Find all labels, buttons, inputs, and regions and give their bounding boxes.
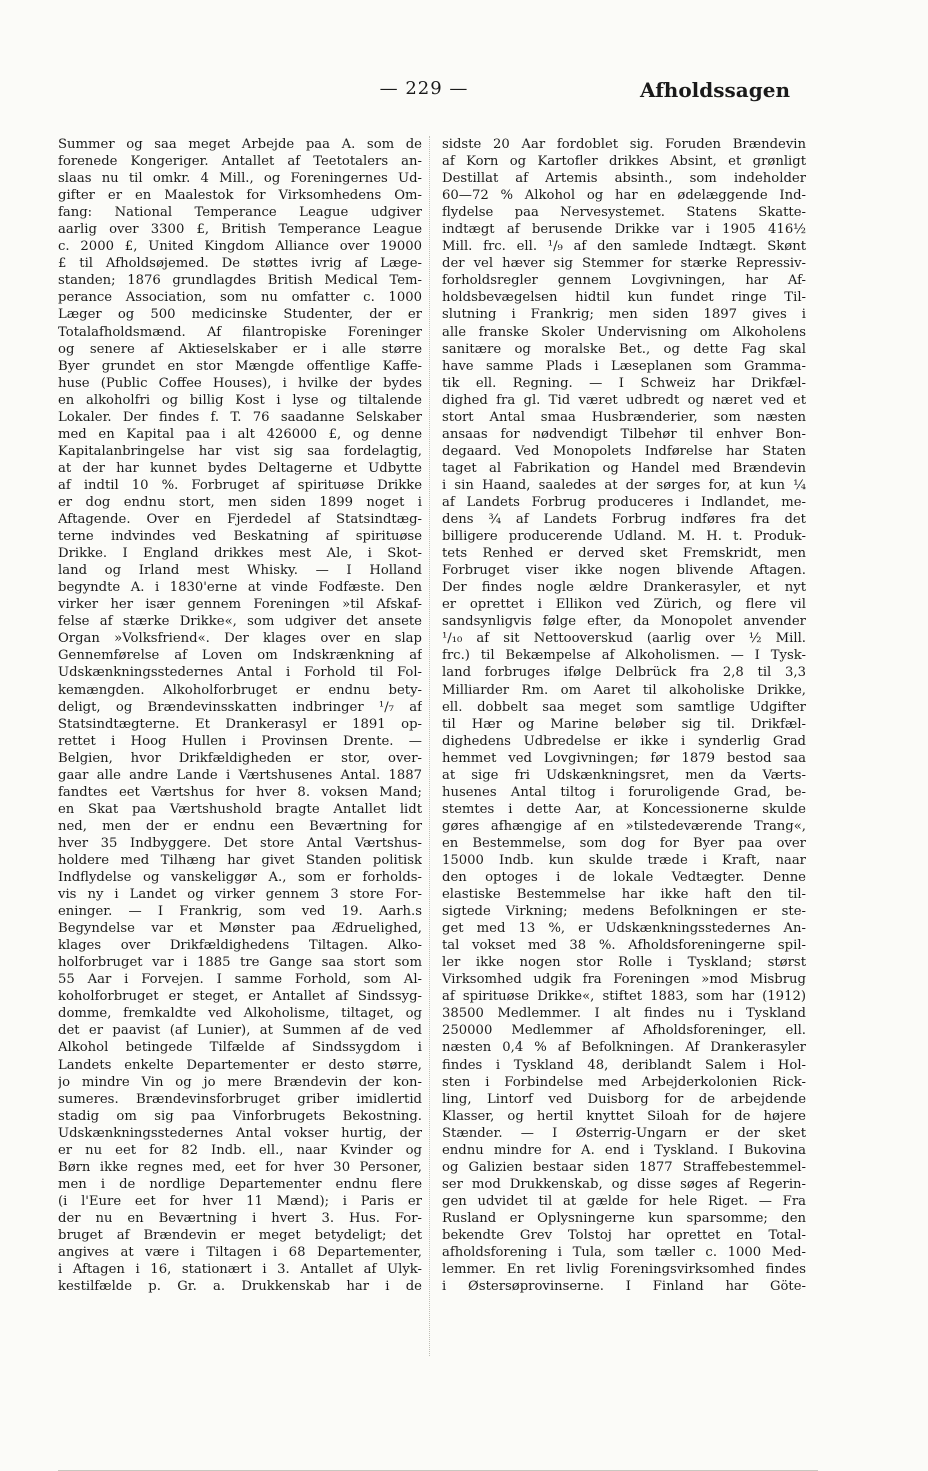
- text-line: begyndte A. i 1830'erne at vinde Fodfæste. Den: [58, 580, 422, 596]
- text-line: Der findes nogle ældre Drankerasyler, et nyt: [442, 580, 806, 596]
- text-line: af Landets Forbrug produceres i Indlandet, me-: [442, 494, 806, 510]
- text-line: get med 13 %, er Udskænkningsstedernes An-: [442, 921, 806, 937]
- text-line: terne indvindes ved Beskatning af spirituøse: [58, 529, 422, 545]
- text-line: ansaas for nødvendigt Tilbehør til enhver Bon-: [442, 426, 806, 442]
- text-line: ser mod Drukkenskab, og disse søges af Regerin-: [442, 1176, 806, 1192]
- text-line: Stænder. — I Østerrig-Ungarn er der sket: [442, 1125, 806, 1141]
- text-line: koholforbruget er steget, er Antallet af Sindssyg-: [58, 989, 422, 1005]
- text-line: Udskænkningsstedernes Antal i Forhold til Fol-: [58, 665, 422, 681]
- text-line: Milliarder Rm. om Aaret til alkoholiske Drikke,: [442, 682, 806, 698]
- text-line: i Aftagen i 16, stationært i 3. Antallet af Ulyk-: [58, 1262, 422, 1278]
- text-line: sidste 20 Aar fordoblet sig. Foruden Brændevin: [442, 137, 806, 152]
- text-line: ler ikke nogen stor Rolle i Tyskland; størst: [442, 955, 806, 971]
- text-line: vis ny i Landet og virker gennem 3 store For-: [58, 887, 422, 903]
- text-line: Organ »Volksfriend«. Der klages over en slap: [58, 631, 422, 647]
- text-line: Aftagende. Over en Fjerdedel af Statsindtæg-: [58, 512, 422, 528]
- text-line: £ til Afholdsøjemed. De støttes ivrig af Læge-: [58, 256, 422, 272]
- text-line: gifter er en Maalestok for Virksomhedens Om-: [58, 188, 422, 204]
- text-line: Destillat af Artemis absinth., som indeholder: [442, 171, 806, 187]
- text-line: ling, Lintorf ved Duisborg for de arbejdende: [442, 1091, 806, 1107]
- text-line: standen; 1876 grundlagdes British Medical Tem-: [58, 273, 422, 289]
- text-line: og Galizien bestaar siden 1877 Straffebestemmel-: [442, 1159, 806, 1175]
- text-line: tal vokset med 38 %. Afholdsforeningerne spil-: [442, 938, 806, 954]
- text-line: c. 2000 £, United Kingdom Alliance over 19000: [58, 239, 422, 255]
- text-line: sumeres. Brændevinsforbruget griber imidlertid: [58, 1091, 422, 1107]
- text-line: ell. dobbelt saa meget som samtlige Udgifter: [442, 699, 806, 715]
- page-number: — 229 —: [379, 78, 469, 99]
- text-line: stort Antal smaa Husbrænderier, som næsten: [442, 409, 806, 425]
- text-line: der vel hæver sig Stemmer for stærke Repressiv-: [442, 256, 806, 272]
- text-line: slaas nu til omkr. 4 Mill., og Foreningernes Ud-: [58, 171, 422, 187]
- text-line: med en Kapital paa i alt 426000 £, og denne: [58, 426, 422, 442]
- page-header: [54, 78, 794, 108]
- text-line: lemmer. En ret livlig Foreningsvirksomhed findes: [442, 1262, 806, 1278]
- text-line: hemmet ved Lovgivningen; før 1879 bestod saa: [442, 750, 806, 766]
- text-line: frc.) til Bekæmpelse af Alkoholismen. — I Tysk-: [442, 648, 806, 664]
- text-line: jo mindre Vin og jo mere Brændevin der kon-: [58, 1074, 422, 1090]
- text-line: husenes Antal tiltog i foruroligende Grad, be-: [442, 784, 806, 800]
- text-line: den optoges i de lokale Vedtægter. Denne: [442, 870, 806, 886]
- text-line: bekendte Grev Tolstoj har oprettet en Total-: [442, 1228, 806, 1243]
- text-line: Forbruget viser ikke nogen blivende Aftagen.: [442, 563, 806, 579]
- text-line: er dog endnu stort, men siden 1899 noget i: [58, 494, 422, 510]
- text-line: kemængden. Alkoholforbruget er endnu bety-: [58, 682, 422, 698]
- text-line: Rusland er Oplysningerne kun sparsomme; den: [442, 1210, 806, 1226]
- text-line: en Bestemmelse, som dog for Byer paa over: [442, 835, 806, 851]
- text-line: stemtes i dette Aar, at Koncessionerne skulde: [442, 801, 806, 817]
- text-line: ¹/₁₀ af sit Nettooverskud (aarlig over ½ Mill.: [442, 631, 806, 647]
- text-line: er nu eet for 82 Indb. ell., naar Kvinder og: [58, 1142, 422, 1158]
- text-line: holforbruget var i 1885 tre Gange saa stort som: [58, 955, 422, 971]
- text-line: slutning i Frankrig; men siden 1897 gives i: [442, 307, 806, 323]
- text-line: tets Renhed er derved sket Fremskridt, men: [442, 546, 806, 562]
- text-line: en alkoholfri og billig Kost i lyse og tiltalende: [58, 392, 422, 408]
- text-line: afholdsforening i Tula, som tæller c. 1000 Med-: [442, 1245, 806, 1261]
- text-line: Drikke. I England drikkes mest Ale, i Skot-: [58, 546, 422, 562]
- text-line: af spirituøse Drikke«, stiftet 1883, som har (1912): [442, 989, 806, 1005]
- text-line: at der har kunnet bydes Deltagerne et Udbytte: [58, 460, 422, 476]
- text-line: Virksomhed udgik fra Foreningen »mod Misbrug: [442, 972, 806, 988]
- text-line: flydelse paa Nervesystemet. Statens Skatte-: [442, 205, 806, 221]
- text-line: have samme Plads i Læseplanen som Gramma-: [442, 358, 806, 374]
- text-line: holdsbevægelsen hidtil kun fundet ringe Til-: [442, 290, 806, 306]
- text-line: sigtede Virkning; medens Befolkningen er ste-: [442, 904, 806, 920]
- text-line: fang: National Temperance League udgiver: [58, 205, 422, 221]
- left-column: [58, 136, 422, 1295]
- text-line: og senere af Aktieselskaber er i alle større: [58, 341, 422, 357]
- text-line: (i l'Eure eet for hver 11 Mænd); i Paris er: [58, 1193, 422, 1209]
- text-line: sten i Forbindelse med Arbejderkolonien Rick-: [442, 1074, 806, 1090]
- text-line: aarlig over 3300 £, British Temperance League: [58, 222, 422, 238]
- text-line: Landets enkelte Departementer er desto større,: [58, 1057, 422, 1073]
- text-line: af Korn og Kartofler drikkes Absint, et grønligt: [442, 154, 806, 170]
- text-line: der nu en Beværtning i hvert 3. Hus. For-: [58, 1210, 422, 1226]
- text-line: Totalafholdsmænd. Af filantropiske Foreninger: [58, 324, 422, 340]
- text-line: Kapitalanbringelse har vist sig saa fordelagtig,: [58, 443, 422, 459]
- text-line: næsten 0,4 % af Befolkningen. Af Drankerasyler: [442, 1040, 806, 1056]
- text-line: endnu mindre for A. end i Tyskland. I Bukovina: [442, 1142, 806, 1158]
- text-line: Alkohol betingede Tilfælde af Sindssygdom i: [58, 1040, 422, 1056]
- text-line: det er paavist (af Lunier), at Summen af de ved: [58, 1023, 422, 1039]
- text-line: perance Association, som nu omfatter c. 1000: [58, 290, 422, 306]
- text-line: er oprettet i Ellikon ved Zürich, og flere vil: [442, 597, 806, 613]
- text-line: sanitære og moralske Bet., og dette Fag skal: [442, 341, 806, 357]
- text-line: men i de nordlige Departementer endnu flere: [58, 1176, 422, 1192]
- text-line: til Hær og Marine beløber sig til. Drikfæl-: [442, 716, 806, 732]
- text-line: huse (Public Coffee Houses), i hvilke der bydes: [58, 375, 422, 391]
- text-line: dens ¾ af Landets Forbrug indføres fra det: [442, 512, 806, 528]
- text-line: holdere med Tilhæng har givet Standen politisk: [58, 852, 422, 868]
- text-line: sandsynligvis følge efter, da Monopolet anvender: [442, 614, 806, 630]
- text-line: hver 35 Indbyggere. Det store Antal Værtshus-: [58, 835, 422, 851]
- column-divider: [429, 136, 430, 1356]
- right-column: [442, 136, 806, 1295]
- text-line: gaar alle andre Lande i Værtshusenes Antal. 1887: [58, 767, 422, 783]
- text-line: dighedens Udbredelse er ikke i synderlig Grad: [442, 733, 806, 749]
- text-line: alle franske Skoler Undervisning om Alkoholens: [442, 324, 806, 340]
- text-line: land forbruges ifølge Delbrück fra 2,8 til 3,3: [442, 665, 806, 681]
- text-line: Summer og saa meget Arbejde paa A. som de: [58, 137, 422, 152]
- text-line: degaard. Ved Monopolets Indførelse har Staten: [442, 443, 806, 459]
- text-line: Klasser, og hertil knyttet Siloah for de højere: [442, 1108, 806, 1124]
- text-line: eninger. — I Frankrig, som ved 19. Aarh.s: [58, 904, 422, 920]
- text-line: Gennemførelse af Loven om Indskrænkning af: [58, 648, 422, 664]
- text-line: Mill. frc. ell. ¹/₉ af den samlede Indtægt. Skønt: [442, 239, 806, 255]
- text-line: klages over Drikfældighedens Tiltagen. Alko-: [58, 938, 422, 954]
- text-line: i sin Haand, saaledes at der sørges for, at kun ¼: [442, 477, 806, 493]
- text-line: kestilfælde p. Gr. a. Drukkenskab har i de: [58, 1279, 422, 1295]
- text-line: 38500 Medlemmer. I alt findes nu i Tyskland: [442, 1006, 806, 1022]
- text-line: Udskænkningsstedernes Antal vokser hurtig, der: [58, 1125, 422, 1141]
- text-line: 15000 Indb. kun skulde træde i Kraft, naar: [442, 852, 806, 868]
- text-line: Læger og 500 medicinske Studenter, der er: [58, 307, 422, 323]
- text-line: Lokaler. Der findes f. T. 76 saadanne Selskaber: [58, 409, 422, 425]
- text-line: forholdsregler gennem Lovgivningen, har Af-: [442, 273, 806, 289]
- text-line: findes i Tyskland 48, deriblandt Salem i Hol-: [442, 1057, 806, 1073]
- text-line: 55 Aar i Forvejen. I samme Forhold, som Al-: [58, 972, 422, 988]
- text-line: Byer grundet en stor Mængde offentlige Kaffe-: [58, 358, 422, 374]
- text-line: Indflydelse og vanskeliggør A., som er forholds-: [58, 870, 422, 886]
- text-line: at sige fri Udskænkningsret, men da Værts-: [442, 767, 806, 783]
- text-line: gøres afhængige af en »tilstedeværende Trang«,: [442, 818, 806, 834]
- text-line: angives at være i Tiltagen i 68 Departementer,: [58, 1245, 422, 1261]
- text-line: Statsindtægterne. Et Drankerasyl er 1891 op-: [58, 716, 422, 732]
- text-line: gen udvidet til at gælde for hele Riget. — Fra: [442, 1193, 806, 1209]
- text-line: en Skat paa Værtshushold bragte Antallet lidt: [58, 801, 422, 817]
- text-line: rettet i Hoog Hullen i Provinsen Drente. —: [58, 733, 422, 749]
- text-line: felse af stærke Drikke«, som udgiver det ansete: [58, 614, 422, 630]
- text-line: stadig om sig paa Vinforbrugets Bekostning.: [58, 1108, 422, 1124]
- text-line: fandtes eet Værtshus for hver 8. voksen Mand;: [58, 784, 422, 800]
- text-line: indtægt af berusende Drikke var i 1905 416½: [442, 222, 806, 238]
- text-line: billigere producerende Udland. M. H. t. Produk-: [442, 529, 806, 545]
- text-line: Børn ikke regnes med, eet for hver 30 Personer,: [58, 1159, 422, 1175]
- text-line: Begyndelse var et Mønster paa Ædruelighed,: [58, 921, 422, 937]
- text-line: tik ell. Regning. — I Schweiz har Drikfæl-: [442, 375, 806, 391]
- text-line: dighed fra gl. Tid været udbredt og næret ved et: [442, 392, 806, 408]
- text-line: land og Irland mest Whisky. — I Holland: [58, 563, 422, 579]
- running-title: Afholdssagen: [640, 78, 790, 102]
- text-line: elastiske Bestemmelse har ikke haft den til-: [442, 887, 806, 903]
- text-line: Belgien, hvor Drikfældigheden er stor, over-: [58, 750, 422, 766]
- text-line: virker her især gennem Foreningen »til Afskaf-: [58, 597, 422, 613]
- text-line: deligt, og Brændevinsskatten indbringer ¹/₇ af: [58, 699, 422, 715]
- text-line: 250000 Medlemmer af Afholdsforeninger, ell.: [442, 1023, 806, 1039]
- text-line: ned, men der er endnu een Beværtning for: [58, 818, 422, 834]
- text-line: taget al Fabrikation og Handel med Brændevin: [442, 460, 806, 476]
- text-line: bruget af Brændevin er meget betydeligt; det: [58, 1228, 422, 1243]
- text-line: i Østersøprovinserne. I Finland har Göte-: [442, 1279, 806, 1295]
- text-line: af indtil 10 %. Forbruget af spirituøse Drikke: [58, 477, 422, 493]
- text-line: forenede Kongeriger. Antallet af Teetotalers an-: [58, 154, 422, 170]
- text-line: 60—72 % Alkohol og har en ødelæggende Ind-: [442, 188, 806, 204]
- text-line: domme, fremkaldte ved Alkoholisme, tiltaget, og: [58, 1006, 422, 1022]
